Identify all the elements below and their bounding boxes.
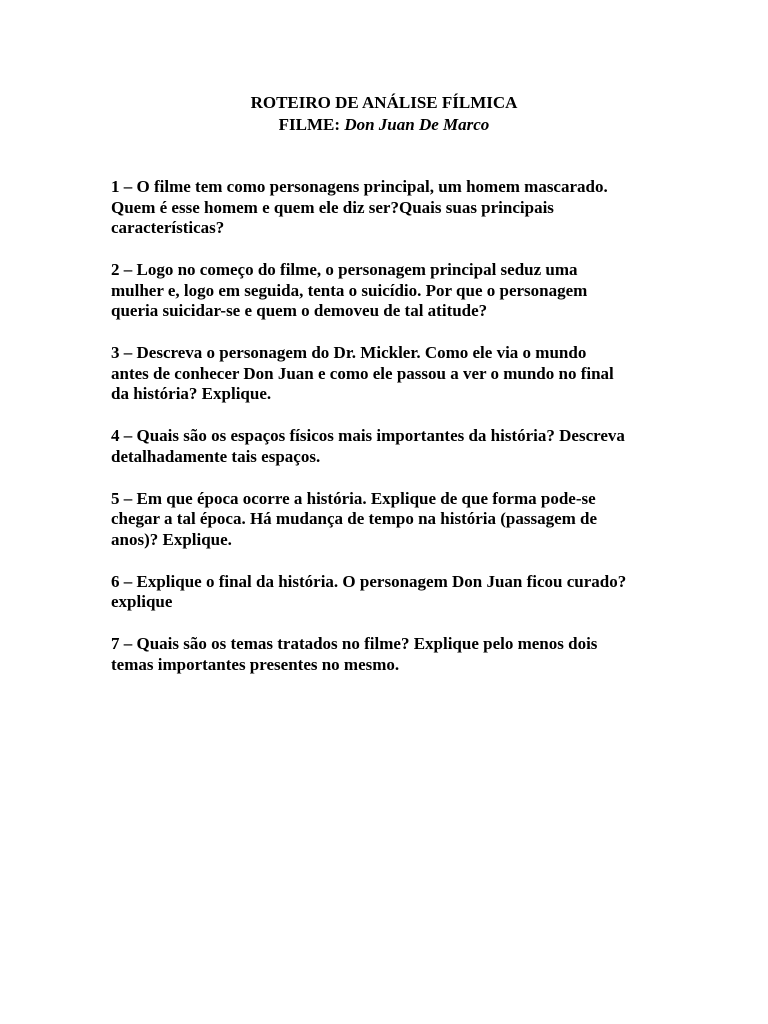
question-4: 4 – Quais são os espaços físicos mais importantes da história? Descreva detalhadamente tais espaços. xyxy=(111,426,625,466)
question-1: 1 – O filme tem como personagens principal, um homem mascarado. Quem é esse homem e quem ele diz ser?Quais suas principais características? xyxy=(111,177,608,237)
film-label: FILME: xyxy=(278,115,341,134)
film-name: Don Juan De Marco xyxy=(344,115,490,134)
question-7: 7 – Quais são os temas tratados no filme? Explique pelo menos dois temas importantes presentes no mesmo. xyxy=(111,634,598,674)
question-6: 6 – Explique o final da história. O personagem Don Juan ficou curado? explique xyxy=(111,571,627,611)
question-5: 5 – Em que época ocorre a história. Explique de que forma pode-se chegar a tal época. Há mudança de tempo na história (passagem de anos)? Explique. xyxy=(111,488,598,549)
question-3: 3 – Descreva o personagem do Dr. Mickler. Como ele via o mundo antes de conhecer Don Juan e como ele passou a ver o mundo no final da história? Explique. xyxy=(111,343,614,403)
question-list xyxy=(111,177,651,697)
film-line xyxy=(0,114,768,136)
document-header xyxy=(0,92,768,136)
document-title: ROTEIRO DE ANÁLISE FÍLMICA xyxy=(250,93,518,112)
question-2: 2 – Logo no começo do filme, o personagem principal seduz uma mulher e, logo em seguida, tenta o suicídio. Por que o personagem queria suicidar-se e quem o demoveu de tal atitude? xyxy=(111,260,588,320)
